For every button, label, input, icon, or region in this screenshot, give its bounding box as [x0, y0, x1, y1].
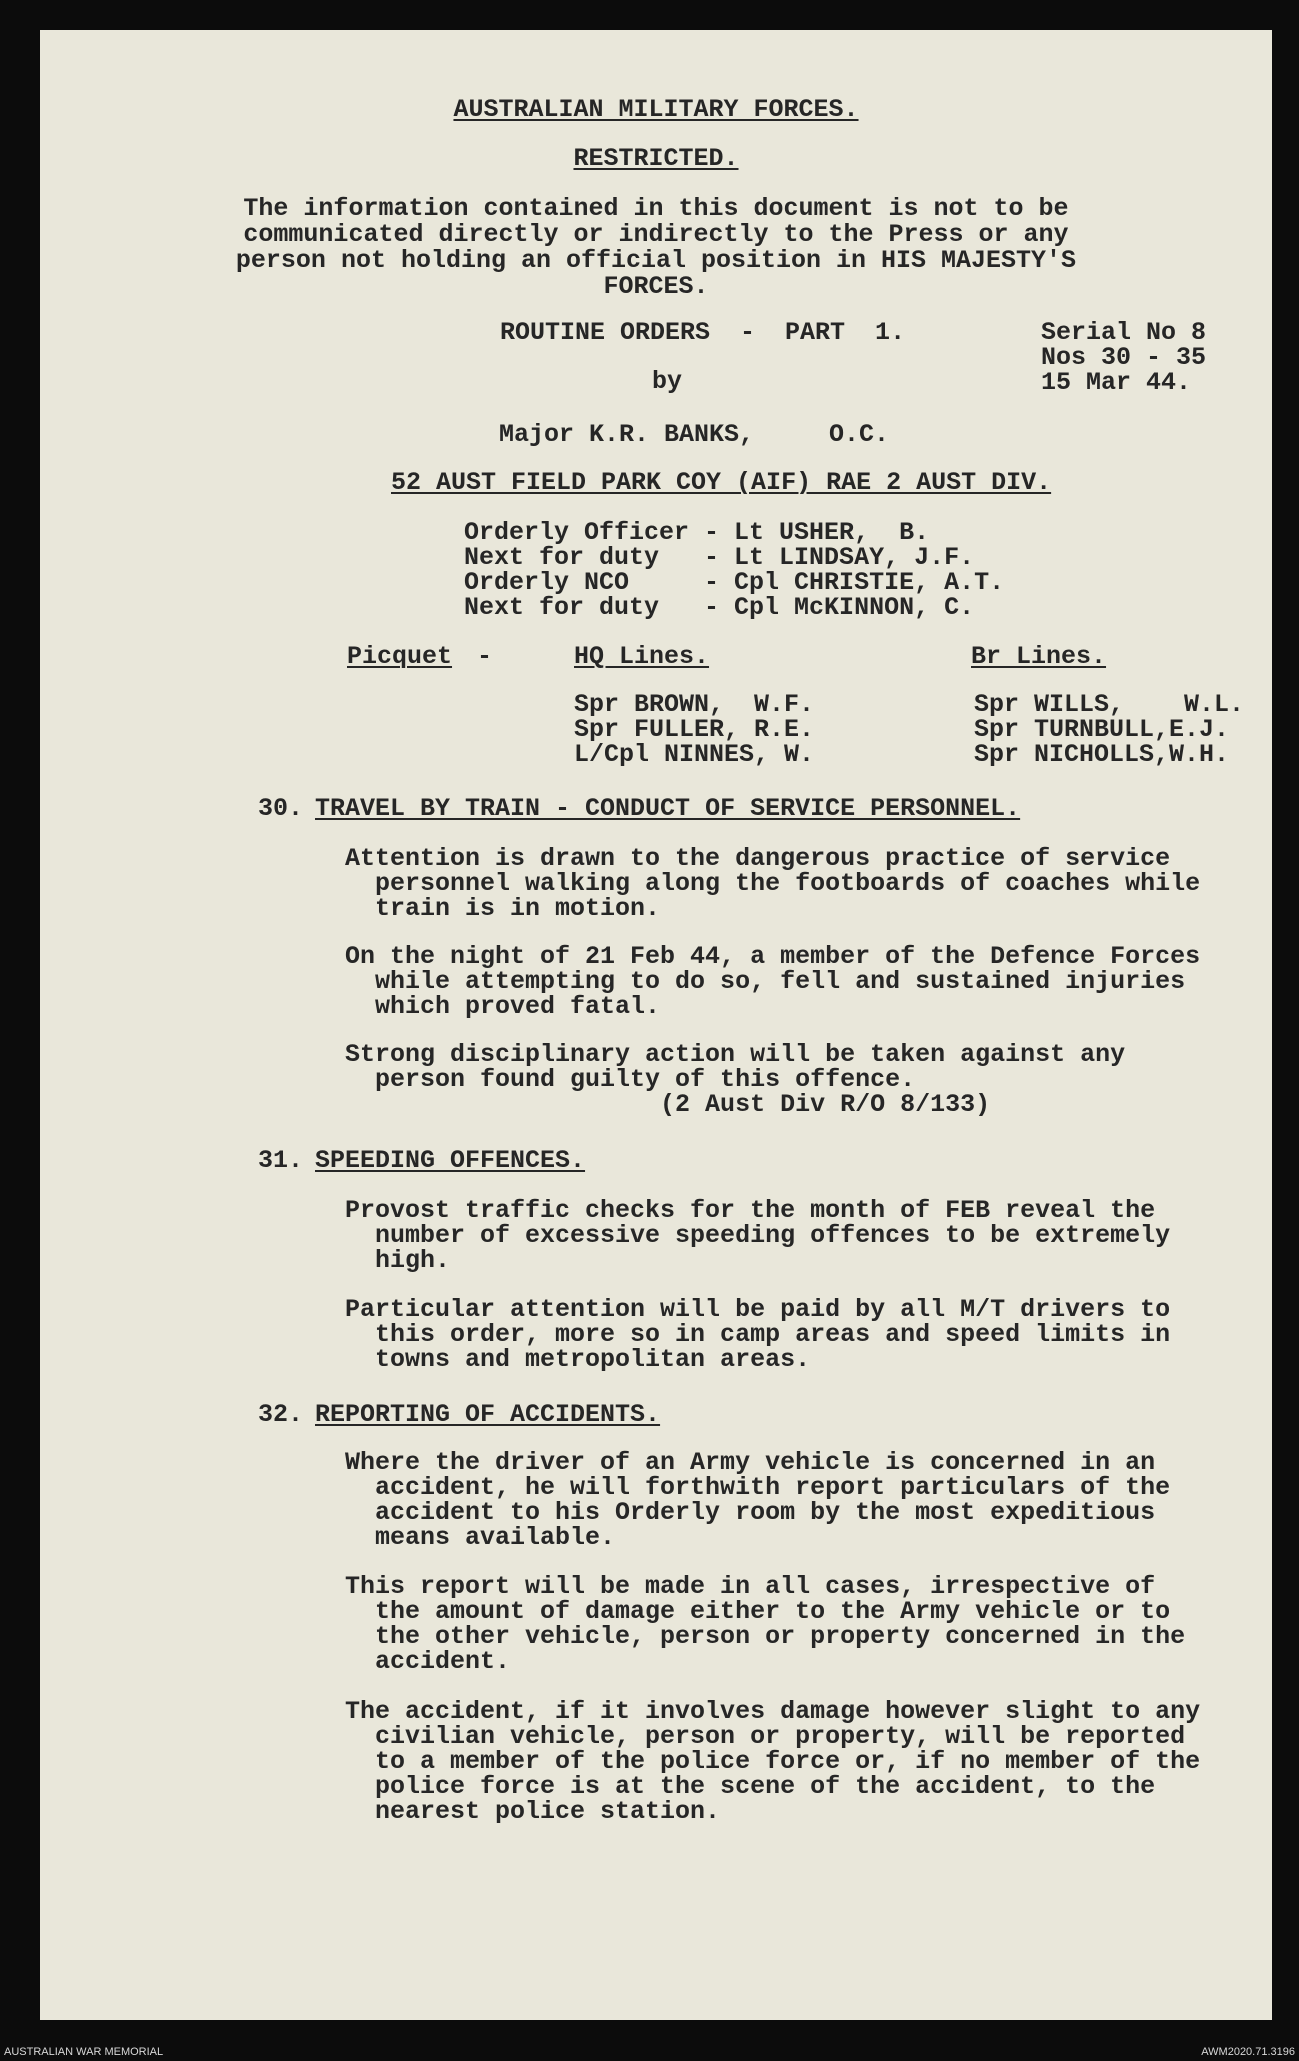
order-reference: (2 Aust Div R/O 8/133)	[345, 1090, 991, 1119]
order-text-line: Provost traffic checks for the month of FEB reveal the	[345, 1196, 1156, 1225]
duty-line: Next for duty - Cpl McKINNON, C.	[464, 593, 975, 622]
duty-line: Next for duty - Lt LINDSAY, J.F.	[464, 543, 975, 572]
order-text-line: Where the driver of an Army vehicle is concerned in an	[345, 1448, 1156, 1477]
order-text-line: which proved fatal.	[345, 992, 661, 1021]
by-label: by	[652, 367, 683, 396]
order-text-line: this order, more so in camp areas and speed limits in	[345, 1320, 1171, 1349]
order-text-line: Strong disciplinary action will be taken against any	[345, 1040, 1126, 1069]
order-text-line: police force is at the scene of the accident, to the	[345, 1772, 1156, 1801]
order-text-line: accident, he will forthwith report particulars of the	[345, 1473, 1171, 1502]
br-picquet-member: Spr TURNBULL,E.J.	[974, 715, 1230, 744]
archive-credit: AUSTRALIAN WAR MEMORIAL	[4, 2046, 164, 2058]
order-numbers: Nos 30 - 35	[1041, 343, 1207, 372]
duty-line: Orderly NCO - Cpl CHRISTIE, A.T.	[464, 568, 1005, 597]
notice-line: person not holding an official position in HIS MAJESTY'S	[235, 246, 1077, 275]
order-text-line: towns and metropolitan areas.	[345, 1345, 811, 1374]
br-picquet-member: Spr NICHOLLS,W.H.	[974, 740, 1230, 769]
order-text-line: to a member of the police force or, if no member of the	[345, 1747, 1201, 1776]
order-text-line: accident to his Orderly room by the most expeditious	[345, 1498, 1156, 1527]
order-text-line: This report will be made in all cases, irrespective of	[345, 1572, 1156, 1601]
order-text-line: The accident, if it involves damage however slight to any	[345, 1697, 1201, 1726]
picquet-label: Picquet	[347, 642, 453, 671]
notice-line: The information contained in this document is not to be	[243, 194, 1069, 223]
hq-picquet-member: Spr BROWN, W.F.	[574, 690, 815, 719]
order-text-line: personnel walking along the footboards of coaches while	[345, 869, 1201, 898]
picquet-dash: -	[477, 642, 493, 671]
order-text-line: number of excessive speeding offences to be extremely	[345, 1221, 1171, 1250]
order-text-line: civilian vehicle, person or property, will be reported	[345, 1722, 1186, 1751]
br-picquet-member: Spr WILLS, W.L.	[974, 690, 1245, 719]
hq-lines-heading: HQ Lines.	[574, 642, 710, 671]
order-title: SPEEDING OFFENCES.	[315, 1146, 586, 1175]
hq-picquet-member: Spr FULLER, R.E.	[574, 715, 815, 744]
order-text-line: the amount of damage either to the Army vehicle or to	[345, 1597, 1171, 1626]
notice-line: FORCES.	[603, 272, 709, 301]
classification-heading: RESTRICTED.	[573, 144, 739, 173]
order-text-line: means available.	[345, 1523, 616, 1552]
order-title: REPORTING OF ACCIDENTS.	[315, 1400, 661, 1429]
order-number: 31.	[258, 1146, 304, 1175]
order-title: TRAVEL BY TRAIN - CONDUCT OF SERVICE PERSONNEL.	[315, 794, 1021, 823]
duty-line: Orderly Officer - Lt USHER, B.	[464, 518, 930, 547]
hq-picquet-member: L/Cpl NINNES, W.	[574, 740, 815, 769]
org-heading: AUSTRALIAN MILITARY FORCES.	[453, 95, 859, 124]
order-text-line: the other vehicle, person or property concerned in the	[345, 1622, 1186, 1651]
order-text-line: while attempting to do so, fell and sustained injuries	[345, 967, 1186, 996]
unit-name: 52 AUST FIELD PARK COY (AIF) RAE 2 AUST DIV.	[391, 468, 1052, 497]
routine-orders-title: ROUTINE ORDERS - PART 1.	[500, 318, 906, 347]
order-text-line: Attention is drawn to the dangerous practice of service	[345, 844, 1171, 873]
officer-commanding: Major K.R. BANKS, O.C.	[499, 420, 890, 449]
order-text-line: accident.	[345, 1647, 511, 1676]
order-text-line: high.	[345, 1246, 451, 1275]
order-number: 30.	[258, 794, 304, 823]
archive-reference: AWM2020.71.3196	[1201, 2046, 1295, 2058]
notice-line: communicated directly or indirectly to the Press or any	[243, 220, 1069, 249]
document-page	[40, 30, 1272, 2020]
order-date: 15 Mar 44.	[1041, 368, 1192, 397]
br-lines-heading: Br Lines.	[971, 642, 1107, 671]
order-text-line: person found guilty of this offence.	[345, 1065, 916, 1094]
order-text-line: nearest police station.	[345, 1797, 721, 1826]
order-text-line: On the night of 21 Feb 44, a member of the Defence Forces	[345, 942, 1201, 971]
order-text-line: train is in motion.	[345, 894, 661, 923]
serial-number: Serial No 8	[1041, 318, 1207, 347]
order-number: 32.	[258, 1400, 304, 1429]
order-text-line: Particular attention will be paid by all M/T drivers to	[345, 1295, 1171, 1324]
